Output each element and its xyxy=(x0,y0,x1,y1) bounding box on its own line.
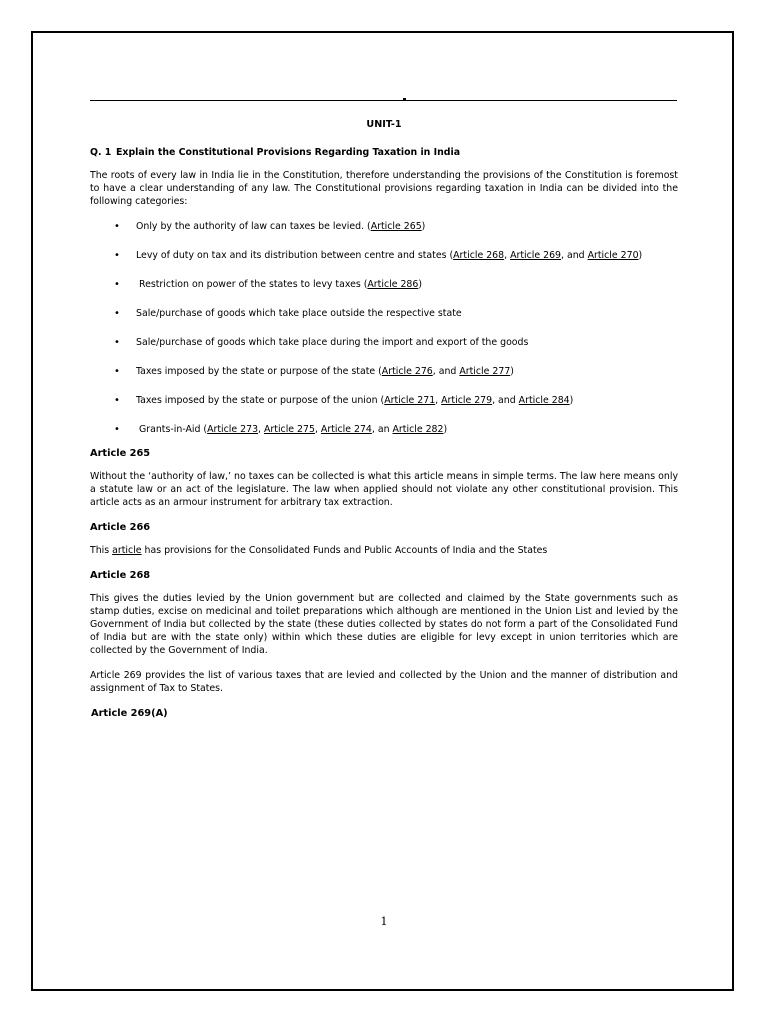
article-link[interactable]: Article 270 xyxy=(587,250,639,261)
article-265-text: Without the ‘authority of law,’ no taxes can be collected is what this article means in simple terms. The law here means only a statute law or an act of the legislature. The law when applied should not violate any other constitutional provision. This article acts as an armour instrument for arbitrary tax extraction. xyxy=(90,471,678,508)
question-heading xyxy=(90,146,678,159)
article-link[interactable]: Article 282 xyxy=(392,424,444,435)
article-link[interactable]: Article 277 xyxy=(459,366,511,377)
list-item: • Restriction on power of the states to levy taxes (Article 286) xyxy=(90,278,678,307)
header-rule-mark xyxy=(403,98,406,100)
category-list xyxy=(90,220,678,445)
list-item: • Levy of duty on tax and its distribution between centre and states (Article 268, Article 269, and Article 270) xyxy=(90,249,678,278)
article-link[interactable]: Article 265 xyxy=(370,221,422,232)
article-link[interactable]: article xyxy=(112,545,142,556)
article-link[interactable]: Article 273 xyxy=(207,424,259,435)
intro-paragraph: The roots of every law in India lie in the Constitution, therefore understanding the provisions of the Constitution is foremost to have a clear understanding of any law. The Constitutional provisions regarding taxation in India can be divided into the following categories: xyxy=(90,170,678,207)
article-269a-heading: Article 269(A) xyxy=(91,708,168,719)
article-link[interactable]: Article 268 xyxy=(453,250,505,261)
article-265-heading: Article 265 xyxy=(90,448,151,459)
header-rule xyxy=(90,100,677,101)
list-item: • Taxes imposed by the state or purpose of the union (Article 271, Article 279, and Article 284) xyxy=(90,394,678,423)
article-link[interactable]: Article 274 xyxy=(320,424,372,435)
list-item: • Only by the authority of law can taxes be levied. (Article 265) xyxy=(90,220,678,249)
unit-title: UNIT-1 xyxy=(366,119,402,130)
article-link[interactable]: Article 276 xyxy=(381,366,433,377)
article-link[interactable]: Article 269 xyxy=(510,250,562,261)
question-number: Q. 1 xyxy=(90,147,112,158)
list-item: • Taxes imposed by the state or purpose of the state (Article 276, and Article 277) xyxy=(90,365,678,394)
article-link[interactable]: Article 284 xyxy=(518,395,570,406)
article-268-text: This gives the duties levied by the Union government but are collected and claimed by the State governments such as stamp duties, excise on medicinal and toilet preparations which although are mentioned in the Union List and levied by the Government of India but collected by the state (these duties collected by states do not form a part of the Consolidated Fund of India but are with the state only) within which these duties are eligible for levy except in union territories which are collected by the Government of India. xyxy=(90,593,678,656)
article-269-text: Article 269 provides the list of various taxes that are levied and collected by the Union and the manner of distribution and assignment of Tax to States. xyxy=(90,670,678,694)
article-link[interactable]: Article 286 xyxy=(367,279,419,290)
question-title: Explain the Constitutional Provisions Regarding Taxation in India xyxy=(116,147,461,158)
article-link[interactable]: Article 275 xyxy=(264,424,315,435)
list-item: • Sale/purchase of goods which take place outside the respective state xyxy=(90,307,678,336)
document-body xyxy=(90,118,678,730)
article-266-text: This article has provisions for the Consolidated Funds and Public Accounts of India and the States xyxy=(90,545,548,556)
article-266-heading: Article 266 xyxy=(90,522,151,533)
article-268-heading: Article 268 xyxy=(90,570,151,581)
page-number: 1 xyxy=(380,915,388,928)
list-item: • Grants-in-Aid (Article 273, Article 275, Article 274, an Article 282) xyxy=(90,423,678,445)
article-link[interactable]: Article 279 xyxy=(441,395,493,406)
list-item: • Sale/purchase of goods which take place during the import and export of the goods xyxy=(90,336,678,365)
article-link[interactable]: Article 271 xyxy=(384,395,436,406)
